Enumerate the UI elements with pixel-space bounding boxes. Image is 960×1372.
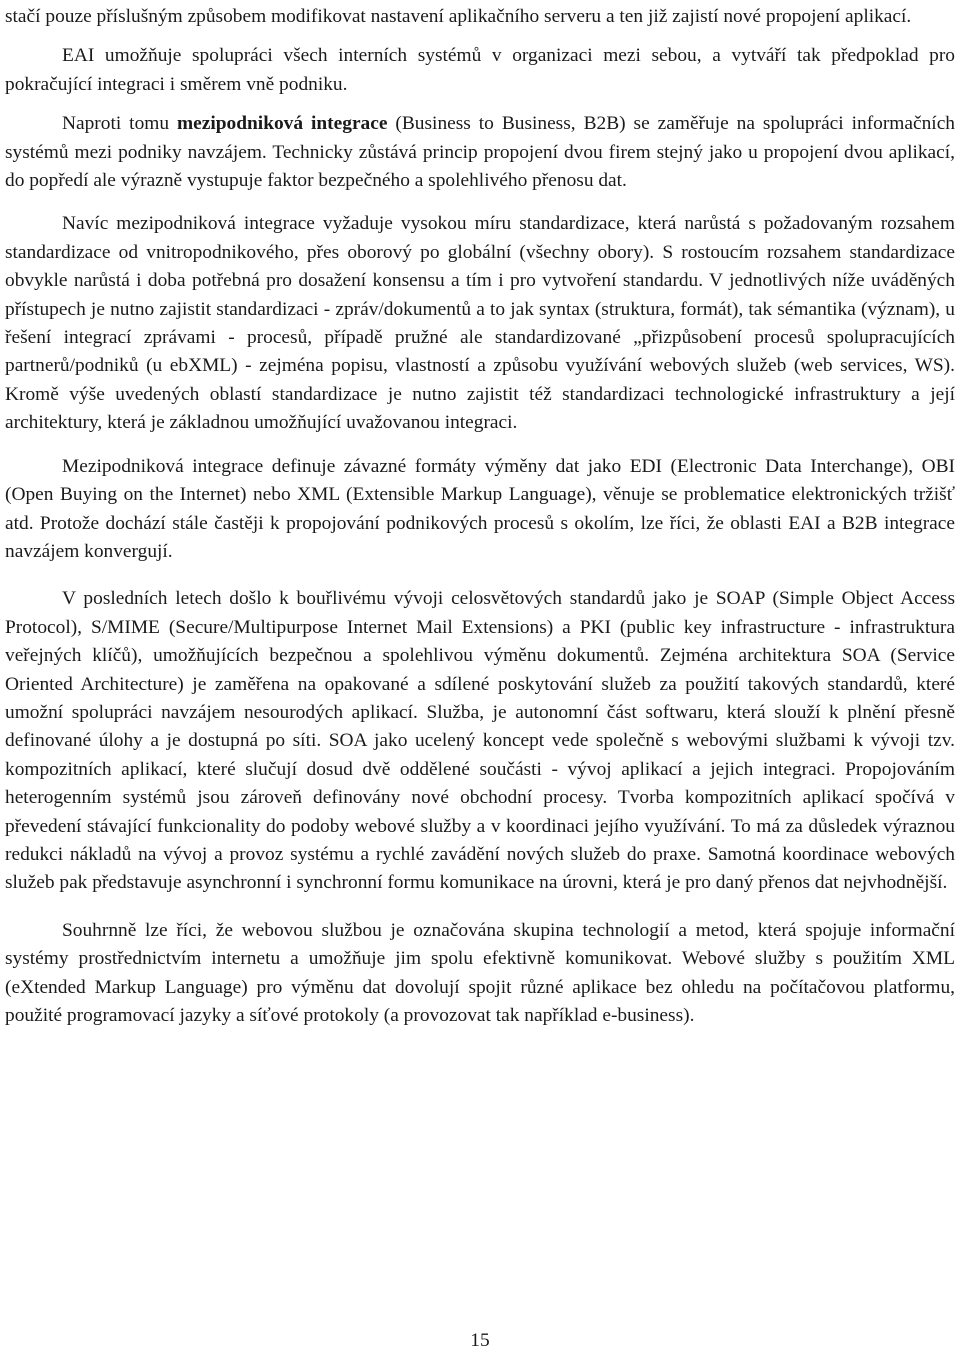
term-mezipodnikova-integrace: mezipodniková integrace — [177, 113, 388, 135]
paragraph-standardization: Navíc mezipodniková integrace vyžaduje vysokou míru standardizace, která narůstá s požadovaným rozsahem standardizace od vnitropodnikového, přes oborový po globální (všechny obory). S rostoucím rozsahem standardizace obvykle narůstá i doba potřebná pro dosažení konsensu a tím i pro vytvoření standardu. V jednotlivých níže uváděných přístupech je nutno zajistit standardizaci - zpráv/dokumentů a to jak syntax (struktura, formát), tak sémantika (význam), u řešení integrací zprávami - procesů, případě pružné ale standardizované „přizpůsobení procesů spolupracujících partnerů/podniků (u ebXML) - zejména popisu, vlastností a způsobu využívání webových služeb (web services, WS). Kromě výše uvedených oblastí standardizace je nutno zajistit též standardizaci technologické infrastruktury a její architektury, která je základnou umožňující uvažovanou integraci. — [5, 213, 955, 434]
document-page — [5, 0, 955, 1030]
b2b-text-before: Naproti tomu — [62, 113, 177, 135]
paragraph-web-services: Souhrnně lze říci, že webovou službou je označována skupina technologií a metod, která spojuje informační systémy prostřednictvím internetu a umožňuje jim spolu efektivně komunikovat. Webové služby s použitím XML (eXtended Markup Language) pro výměnu dat dovolují spojit různé aplikace bez ohledu na počítačovou platformu, použité programovací jazyky a síťové protokoly (a provozovat tak například e-business). — [5, 919, 955, 1026]
paragraph-continuation: stačí pouze příslušným způsobem modifikovat nastavení aplikačního serveru a ten již zajistí nové propojení aplikací. — [5, 6, 912, 27]
page-number: 15 — [470, 1330, 490, 1351]
paragraph-b2b — [5, 110, 955, 195]
paragraph-formats: Mezipodniková integrace definuje závazné formáty výměny dat jako EDI (Electronic Data Interchange), OBI (Open Buying on the Internet) nebo XML (Extensible Markup Language), věnuje se problematice elektronických tržišť atd. Protože dochází stále častěji k propojování podnikových procesů s okolím, lze říci, že oblasti EAI a B2B integrace navzájem konvergují. — [5, 455, 955, 562]
b2b-text-after: (Business to Business, B2B) se zaměřuje na spolupráci informačních systémů mezi podniky navzájem. Technicky zůstává princip propojení dvou firem stejný jako u propojení dvou aplikací, do popředí ale výrazně vystupuje faktor bezpečného a spolehlivého přenosu dat. — [5, 113, 955, 192]
paragraph-standards-soa: V posledních letech došlo k bouřlivému vývoji celosvětových standardů jako je SOAP (Simple Object Access Protocol), S/MIME (Secure/Multipurpose Internet Mail Extensions) a PKI (public key infrastructure - infrastruktura veřejných klíčů), umožňujících bezpečnou a spolehlivou výměnu dokumentů. Zejména architektura SOA (Service Oriented Architecture) je zaměřena na opakované a sdílené poskytování služeb za použití takových standardů, které umožní spolupráci navzájem nesourodých aplikací. Služba, je autonomní část softwaru, která slouží k plnění přesně definované úlohy a je dostupná po síti. SOA jako ucelený koncept vede společně s webovými službami k vývoji tzv. kompozitních aplikací, které slučují dosud dvě oddělené součásti - vývoj aplikací a jejich integraci. Propojováním heterogenním systémů jsou zároveň definovány nové obchodní procesy. Tvorba kompozitních aplikací spočívá v převedení stávající funkcionality do podoby webové služby a v koordinaci jejího využívání. To má za důsledek výraznou redukci nákladů na vývoj a provoz systému a rychlé zavádění nových služeb do praxe. Samotná koordinace webových služeb pak představuje asynchronní i synchronní formu komunikace na úrovni, která je pro daný přenos dat nejvhodnější. — [5, 588, 955, 894]
paragraph-eai: EAI umožňuje spolupráci všech interních systémů v organizaci mezi sebou, a vytváří tak předpoklad pro pokračující integraci i směrem vně podniku. — [5, 45, 955, 95]
